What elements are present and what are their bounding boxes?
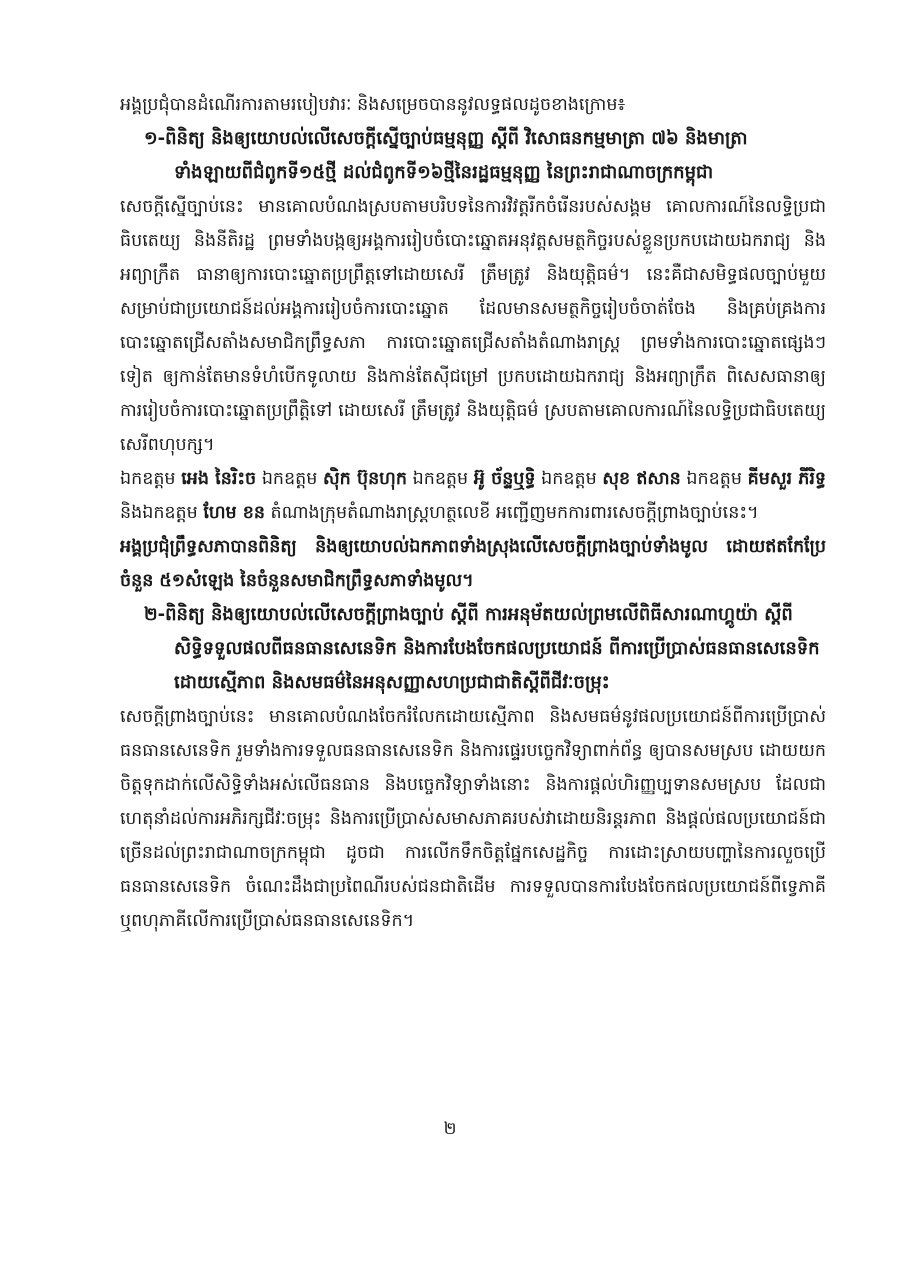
text-segment: ឯកឧត្តម <box>256 469 324 489</box>
person-name: គីមសួរ ភីរិទ្ធ <box>747 469 826 489</box>
text-segment: និងឯកឧត្តម <box>120 503 204 523</box>
document-body <box>120 88 826 938</box>
intro-line <box>120 88 826 122</box>
text-segment: ឯកឧត្តម <box>680 469 748 489</box>
text-segment: តំណាងក្រុមតំណាងរាស្ត្រហត្ថលេខី អញ្ជើញមកការពារសេចក្ដីព្រាងច្បាប់នេះ។ <box>264 503 759 523</box>
section-1-heading: ១-ពិនិត្យ និងឲ្យយោបល់លើសេចក្ដីស្នើច្បាប់ធម្មនុញ្ញ ស្ដីពី វិសោធនកម្មមាត្រា ៧៦ និងមាត្រាទាំងឡាយពីជំពូកទី១៥ថ្មី ដល់ជំពូកទី១៦ថ្មីនៃរដ្ឋធម្មនុញ្ញ នៃព្រះរាជាណាចក្រកម្ពុជា <box>144 128 748 183</box>
section-2-paragraph-1: សេចក្ដីព្រាងច្បាប់នេះ មានគោលបំណងចែករំលែកដោយស្មើភាព និងសមធម៌នូវផលប្រយោជន៍ពីការប្រើប្រាស់ធនធានសេនេទិក រួមទាំងការទទួលធនធានសេនេទិក និងការផ្ទេរបច្ចេកវិទ្យាពាក់ព័ន្ធ ឲ្យបានសមស្រប ដោយយកចិត្តទុកដាក់លើសិទ្ធិទាំងអស់លើធនធាន និងបច្ចេកវិទ្យាទាំងនោះ និងការផ្ដល់ហិរញ្ញប្បទានសមស្រប ដែលជាហេតុនាំដល់ការអភិរក្សជីវៈចម្រុះ និងការប្រើប្រាស់សមាសភាគរបស់វាដោយនិរន្តរភាព និងផ្ដល់ផលប្រយោជន៍ជាច្រើនដល់ព្រះរាជាណាចក្រកម្ពុជា ដូចជា ការលើកទឹកចិត្តផ្នែកសេដ្ឋកិច្ច ការដោះស្រាយបញ្ហានៃការលួចប្រើធនធានសេនេទិក ចំណេះដឹងជាប្រពៃណីរបស់ជនជាតិដើម ការទទួលបានការបែងចែកផលប្រយោជន៍ពីទ្វេភាគី ឬពហុភាគីលើការប្រើប្រាស់ធនធានសេនេទិក។ <box>120 707 826 931</box>
person-name: អ៊ូ ច័ន្ទឬទ្ធិ <box>473 469 536 489</box>
section-1-vote-result: អង្គប្រជុំព្រឹទ្ធសភាបានពិនិត្យ និងឲ្យយោបល់ឯកភាពទាំងស្រុងលើសេចក្ដីព្រាងច្បាប់ទាំងមូល ដោយឥតកែប្រែចំនួន ៥១សំឡេង នៃចំនួនសមាជិកព្រឹទ្ធសភាទាំងមូល។ <box>120 537 826 591</box>
person-name: អេង នៃរិះច <box>181 469 257 489</box>
text-segment: ឯកឧត្តម <box>535 469 603 489</box>
person-name: ហែម ខន <box>203 503 265 523</box>
person-name: សុខ ឥសាន <box>602 469 681 489</box>
section-1-paragraph-1: សេចក្ដីស្នើច្បាប់នេះ មានគោលបំណងស្របតាមបរិបទនៃការវិវត្តរីកចំរើនរបស់សង្គម គោលការណ៍នៃលទ្ធិប្រជាធិបតេយ្យ និងនីតិរដ្ឋ ព្រមទាំងបង្កឲ្យអង្គការរៀបចំបោះឆ្នោតអនុវត្តសមត្ថកិច្ចរបស់ខ្លួនប្រកបដោយឯករាជ្យ និងអព្យាក្រឹត ធានាឲ្យការបោះឆ្នោតប្រព្រឹត្តទៅដោយសេរី ត្រឹមត្រូវ និងយុត្តិធម៌។ នេះគឺជាសមិទ្ធផលច្បាប់មួយសម្រាប់ជាប្រយោជន៍ដល់អង្គការរៀបចំការបោះឆ្នោត ដែលមានសមត្ថកិច្ចរៀបចំចាត់ចែង និងគ្រប់គ្រងការបោះឆ្នោតជ្រើសតាំងសមាជិកព្រឹទ្ធសភា ការបោះឆ្នោតជ្រើសតាំងតំណាងរាស្ត្រ ព្រមទាំងការបោះឆ្នោតផ្សេងៗទៀត ឲ្យកាន់តែមានទំហំបើកទូលាយ និងកាន់តែស៊ីជម្រៅ ប្រកបដោយឯករាជ្យ និងអព្យាក្រឹត ពិសេសធានាឲ្យការរៀបចំការបោះឆ្នោតប្រព្រឹត្តិទៅ ដោយសេរី ត្រឹមត្រូវ និងយុត្តិធម៌ ស្របតាមគោលការណ៍នៃលទ្ធិប្រជាធិបតេយ្យសេរីពហុបក្ស។ <box>120 197 826 455</box>
text-segment: ឯកឧត្តម <box>120 469 182 489</box>
person-name: ស៊ិក ប៊ុនហុក <box>323 469 407 489</box>
section-1-paragraph-2 <box>120 462 826 530</box>
page-number: ២ <box>443 1119 457 1139</box>
intro-text: អង្គប្រជុំបានដំណើរការតាមរបៀបវារៈ និងសម្រេចបាននូវលទ្ធផលដូចខាងក្រោម៖ <box>120 95 626 115</box>
section-2-heading: ២-ពិនិត្យ និងឲ្យយោបល់លើសេចក្ដីព្រាងច្បាប់ ស្ដីពី ការអនុម័តយល់ព្រមលើពិធីសារណាហ្គូយ៉ា ស្ដីពី សិទ្ធិទទួលផលពីធនធានសេនេទិក និងការបែងចែកផលប្រយោជន៍ ពីការប្រើប្រាស់ធនធានសេនេទិកដោយស្មើភាព និងសមធម៌នៃអនុសញ្ញាសហប្រជាជាតិស្ដីពីជីវៈចម្រុះ <box>144 604 820 693</box>
text-segment: ឯកឧត្តម <box>406 469 474 489</box>
